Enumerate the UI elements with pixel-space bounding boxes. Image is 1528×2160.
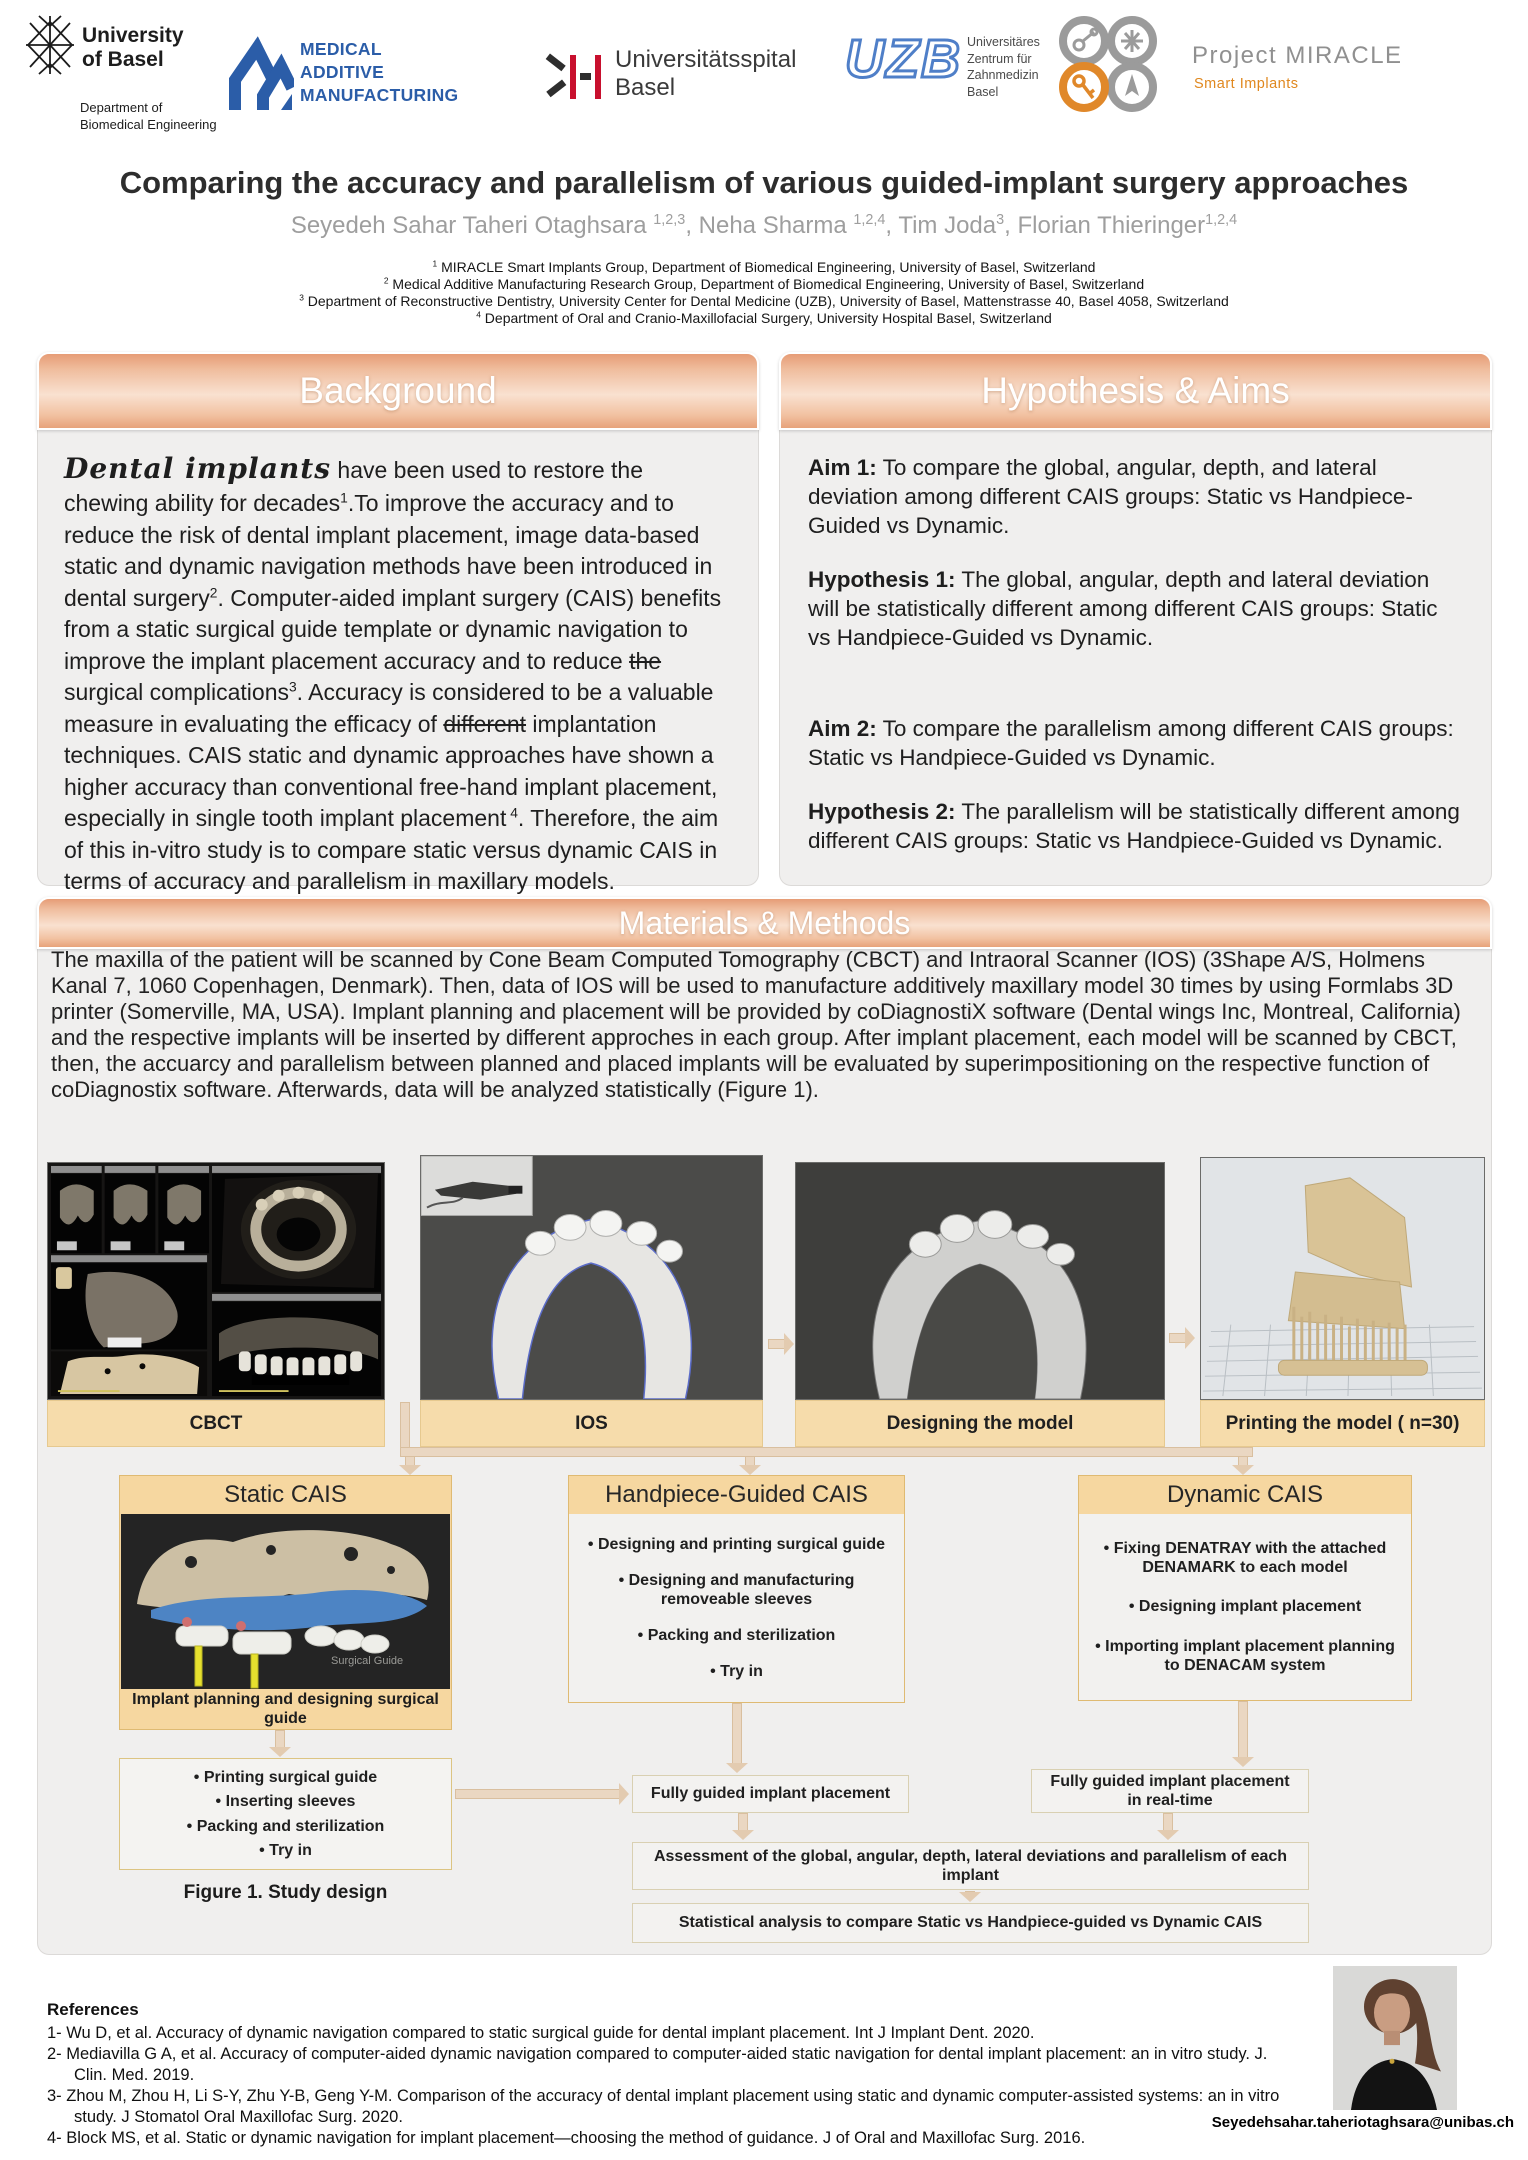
dynamic-cais-title: Dynamic CAIS [1079, 1476, 1411, 1514]
unibas-snowflake-icon [22, 14, 78, 76]
static-step: • Printing surgical guide [128, 1768, 443, 1787]
ios-to-design-arrow [768, 1333, 794, 1355]
affiliation-line: $^2$ Medical Additive Manufacturing Research Group, Department of Biomedical Engineering, University of Basel, Switzerland [383, 275, 1145, 293]
fully-guided-to-assessment-arrow [732, 1813, 754, 1840]
methods-section-header: Materials & Methods [37, 897, 1492, 949]
reference-item: 4- Block MS, et al. Static or dynamic navigation for implant placement—choosing the method of guidance. J of Oral and Maxillofac Surg. 2016. [47, 2128, 1086, 2147]
aims-paragraph: Hypothesis 2: The parallelism will be statistically different among different CAIS groups: Static vs Handpiece-Guided vs Dynamic. [808, 799, 1460, 854]
model-design-figure [795, 1162, 1165, 1400]
cbct-figure [47, 1162, 385, 1400]
hypothesis-aims-section-header: Hypothesis & Aims [779, 352, 1492, 430]
contact-email: Seyedehsahar.taheriotaghsara@unibas.ch [1211, 2114, 1514, 2131]
author-photo [1333, 1966, 1457, 2110]
aims-paragraph: Aim 1: To compare the global, angular, depth, and lateral deviation among different CAIS groups: Static vs Handpiece-Guided vs Dynamic. [808, 455, 1413, 538]
reference-item: 1- Wu D, et al. Accuracy of dynamic navigation compared to static surgical guide for dental implant placement. Int J Implant Dent. 2020. [47, 2024, 1035, 2042]
arrow-to-dynamic [1232, 1456, 1254, 1475]
references-section [47, 2000, 1292, 2149]
uzb-logo-text [967, 34, 1040, 100]
static-steps-box [119, 1758, 452, 1870]
static-down-arrow [269, 1730, 291, 1757]
static-image-watermark: Surgical Guide [331, 1655, 404, 1667]
model-print-image [1201, 1158, 1484, 1399]
dynamic-step: • Importing implant placement planning to DENACAM system [1087, 1637, 1403, 1675]
static-step: • Packing and sterilization [128, 1817, 443, 1836]
background-body [37, 430, 759, 895]
ios-scan-image [421, 1156, 762, 1399]
handpiece-steps [569, 1514, 904, 1702]
static-step: • Inserting sleeves [128, 1792, 443, 1811]
static-cais-image [121, 1514, 450, 1689]
references-list [47, 2023, 1292, 2149]
handpiece-step: • Designing and manufacturing removeable sleeves [577, 1571, 896, 1609]
arrow-to-static [399, 1456, 421, 1475]
handpiece-down-arrow [726, 1703, 748, 1773]
dynamic-step: • Designing implant placement [1087, 1597, 1403, 1616]
fully-guided-box: Fully guided implant placement [632, 1775, 909, 1813]
uzb-logo-abbr: UZB [845, 29, 962, 89]
statistical-analysis-box: Statistical analysis to compare Static vs Handpiece-guided vs Dynamic CAIS [632, 1903, 1309, 1943]
static-cais-group [119, 1475, 452, 1730]
design-to-print-arrow [1169, 1327, 1195, 1349]
cbct-caption: CBCT [47, 1400, 385, 1447]
assessment-to-statistics-arrow [959, 1891, 981, 1902]
hypothesis-aims-section [779, 352, 1492, 886]
uzb-logo [845, 28, 1045, 118]
reference-item: 2- Mediavilla G A, et al. Accuracy of computer-aided dynamic navigation compared to computer-aided static navigation for dental implant placement: an in vitro study. J. Clin. Med. 2019. [47, 2044, 1268, 2084]
handpiece-cais-body [569, 1514, 904, 1702]
dynamic-step: • Fixing DENATRAY with the attached DENAMARK to each model [1087, 1539, 1403, 1577]
aims-paragraph: Aim 2: To compare the parallelism among different CAIS groups: Static vs Handpiece-Guided vs Dynamic. [808, 715, 1454, 770]
affiliation-line: $^4$ Department of Oral and Cranio-Maxillofacial Surgery, University Hospital Basel, Switzerland [476, 309, 1052, 327]
usb-logo-text: Universitätsspital Basel [615, 46, 797, 102]
connector-bar [400, 1447, 1253, 1457]
uzb-logo-text-line: Zentrum für [967, 51, 1032, 66]
static-steps [120, 1759, 451, 1869]
dynamic-down-arrow [1232, 1701, 1254, 1767]
miracle-logo-title: Project MIRACLE [1192, 42, 1403, 69]
model-print-caption: Printing the model ( n=30) [1200, 1400, 1485, 1447]
ios-caption: IOS [420, 1400, 763, 1447]
dynamic-cais-body [1079, 1514, 1411, 1700]
static-cais-image-caption: Implant planning and designing surgical guide [132, 1691, 439, 1727]
background-section-header: Background [37, 352, 759, 430]
miracle-logo-subtitle: Smart Implants [1194, 76, 1299, 92]
background-paragraph: Dental implants have been used to restore the chewing ability for decades$^1$.To improve the accuracy and to reduce the risk of dental implant placement, image data-based static and dynamic navigation methods have been introduced in dental surgery$^2$. Computer-aided implant surgery (CAIS) benefits from a static surgical guide template or dynamic navigation to improve the implant placement accuracy and to reduce the surgical complications$^3$. Accuracy is considered to be a valuable measure in evaluating the efficacy of different implantation techniques. CAIS static and dynamic approaches have shown a higher accuracy than conventional free-hand implant placement, especially in single tooth implant placement $^4$. Therefore, the aim of this in-vitro study is to compare static versus dynamic CAIS in terms of accuracy and parallelism in maxillary models. [64, 452, 722, 895]
methods-section [37, 897, 1492, 1955]
affiliation-line: $^1$ MIRACLE Smart Implants Group, Department of Biomedical Engineering, University of Basel, Switzerland [432, 258, 1096, 275]
mam-logo-text: MEDICAL ADDITIVE MANUFACTURING [300, 39, 459, 106]
reference-item: 3- Zhou M, Zhou H, Li S-Y, Zhu Y-B, Geng Y-M. Comparison of the accuracy of dental implant placement using static and dynamic computer-assisted systems: an in vitro study. J Stomatol Oral Maxillofac Surg. 2020. [47, 2086, 1280, 2126]
usb-logo-icon [545, 52, 607, 102]
model-design-caption: Designing the model [795, 1400, 1165, 1447]
mam-logo-icon [228, 36, 294, 110]
handpiece-step: • Try in [577, 1662, 896, 1681]
miracle-gears-icon [1052, 14, 1178, 116]
realtime-to-assessment-arrow [1157, 1813, 1179, 1840]
hypothesis-aims-body [779, 430, 1492, 886]
arrow-to-handpiece [739, 1456, 761, 1475]
cbct-screenshot-image [48, 1163, 384, 1399]
poster-authors: Seyedeh Sahar Taheri Otaghsara $^{1,2,3}$, Neha Sharma $^{1,2,4}$, Tim Joda$^3$, Florian Thieringer$^{1,2,4}$ [290, 212, 1238, 239]
unibas-logo-dept: Department of Biomedical Engineering [80, 100, 217, 132]
poster-title: Comparing the accuracy and parallelism of various guided-implant surgery approaches [119, 165, 1409, 200]
methods-paragraph: The maxilla of the patient will be scanned by Cone Beam Computed Tomography (CBCT) and Intraoral Scanner (IOS) (3Shape A/S, Holmens Kanal 7, 1060 Copenhagen, Denmark). Then, data of IOS will be used to manufacture additively maxillary model 30 times by using Formlabs 3D printer (Somerville, MA, USA). Implant planning and placement will be provided by coDiagnostiX software (Dental wings Inc, Montreal, California) and the respective implants will be inserted by different approches in each group. After implant placement, each model will be scanned by CBCT, then, the accuarcy and parallelism between planned and placed implants will be evaluated by superimpositioning on the respective function of coDiagnostix software. Afterwards, data will be analyzed statistically (Figure 1). [51, 947, 1461, 1102]
uzb-logo-text-line: Basel [967, 84, 999, 99]
handpiece-step: • Packing and sterilization [577, 1626, 896, 1645]
fully-guided-realtime-box: Fully guided implant placement in real-time [1031, 1769, 1309, 1813]
uzb-logo-text-line: Zahnmedizin [967, 68, 1039, 82]
aims-paragraph: Hypothesis 1: The global, angular, depth and lateral deviation will be statistically different among different CAIS groups: Static vs Handpiece-Guided vs Dynamic. [808, 567, 1438, 650]
unibas-logo [20, 12, 230, 142]
background-section [37, 352, 759, 895]
connector-stem [400, 1402, 410, 1448]
handpiece-cais-title: Handpiece-Guided CAIS [569, 1476, 904, 1514]
dynamic-cais-group [1078, 1475, 1412, 1701]
model-print-figure [1200, 1157, 1485, 1400]
static-cais-title: Static CAIS [120, 1476, 451, 1514]
dynamic-steps [1079, 1514, 1411, 1700]
static-to-fully-guided-arrow [455, 1783, 629, 1805]
handpiece-step: • Designing and printing surgical guide [577, 1535, 896, 1554]
mam-logo [228, 30, 488, 115]
uzb-logo-text-line: Universitäres [967, 35, 1040, 49]
references-heading: References [47, 2000, 139, 2019]
handpiece-cais-group [568, 1475, 905, 1703]
poster-affiliations [0, 259, 1528, 327]
assessment-box: Assessment of the global, angular, depth, lateral deviations and parallelism of each implant [632, 1842, 1309, 1890]
affiliation-line: $^3$ Department of Reconstructive Dentistry, University Center for Dental Medicine (UZB), University of Basel, Mattenstrasse 40, Basel 4058, Switzerland [299, 292, 1229, 310]
hypothesis-aims-items [780, 430, 1491, 856]
static-step: • Try in [128, 1841, 443, 1860]
model-design-image [796, 1163, 1164, 1399]
figure-label: Figure 1. Study design [183, 1882, 388, 1903]
usb-logo [545, 40, 825, 110]
miracle-logo [1052, 14, 1472, 119]
ios-figure [420, 1155, 763, 1400]
unibas-logo-name: University of Basel [82, 24, 184, 71]
